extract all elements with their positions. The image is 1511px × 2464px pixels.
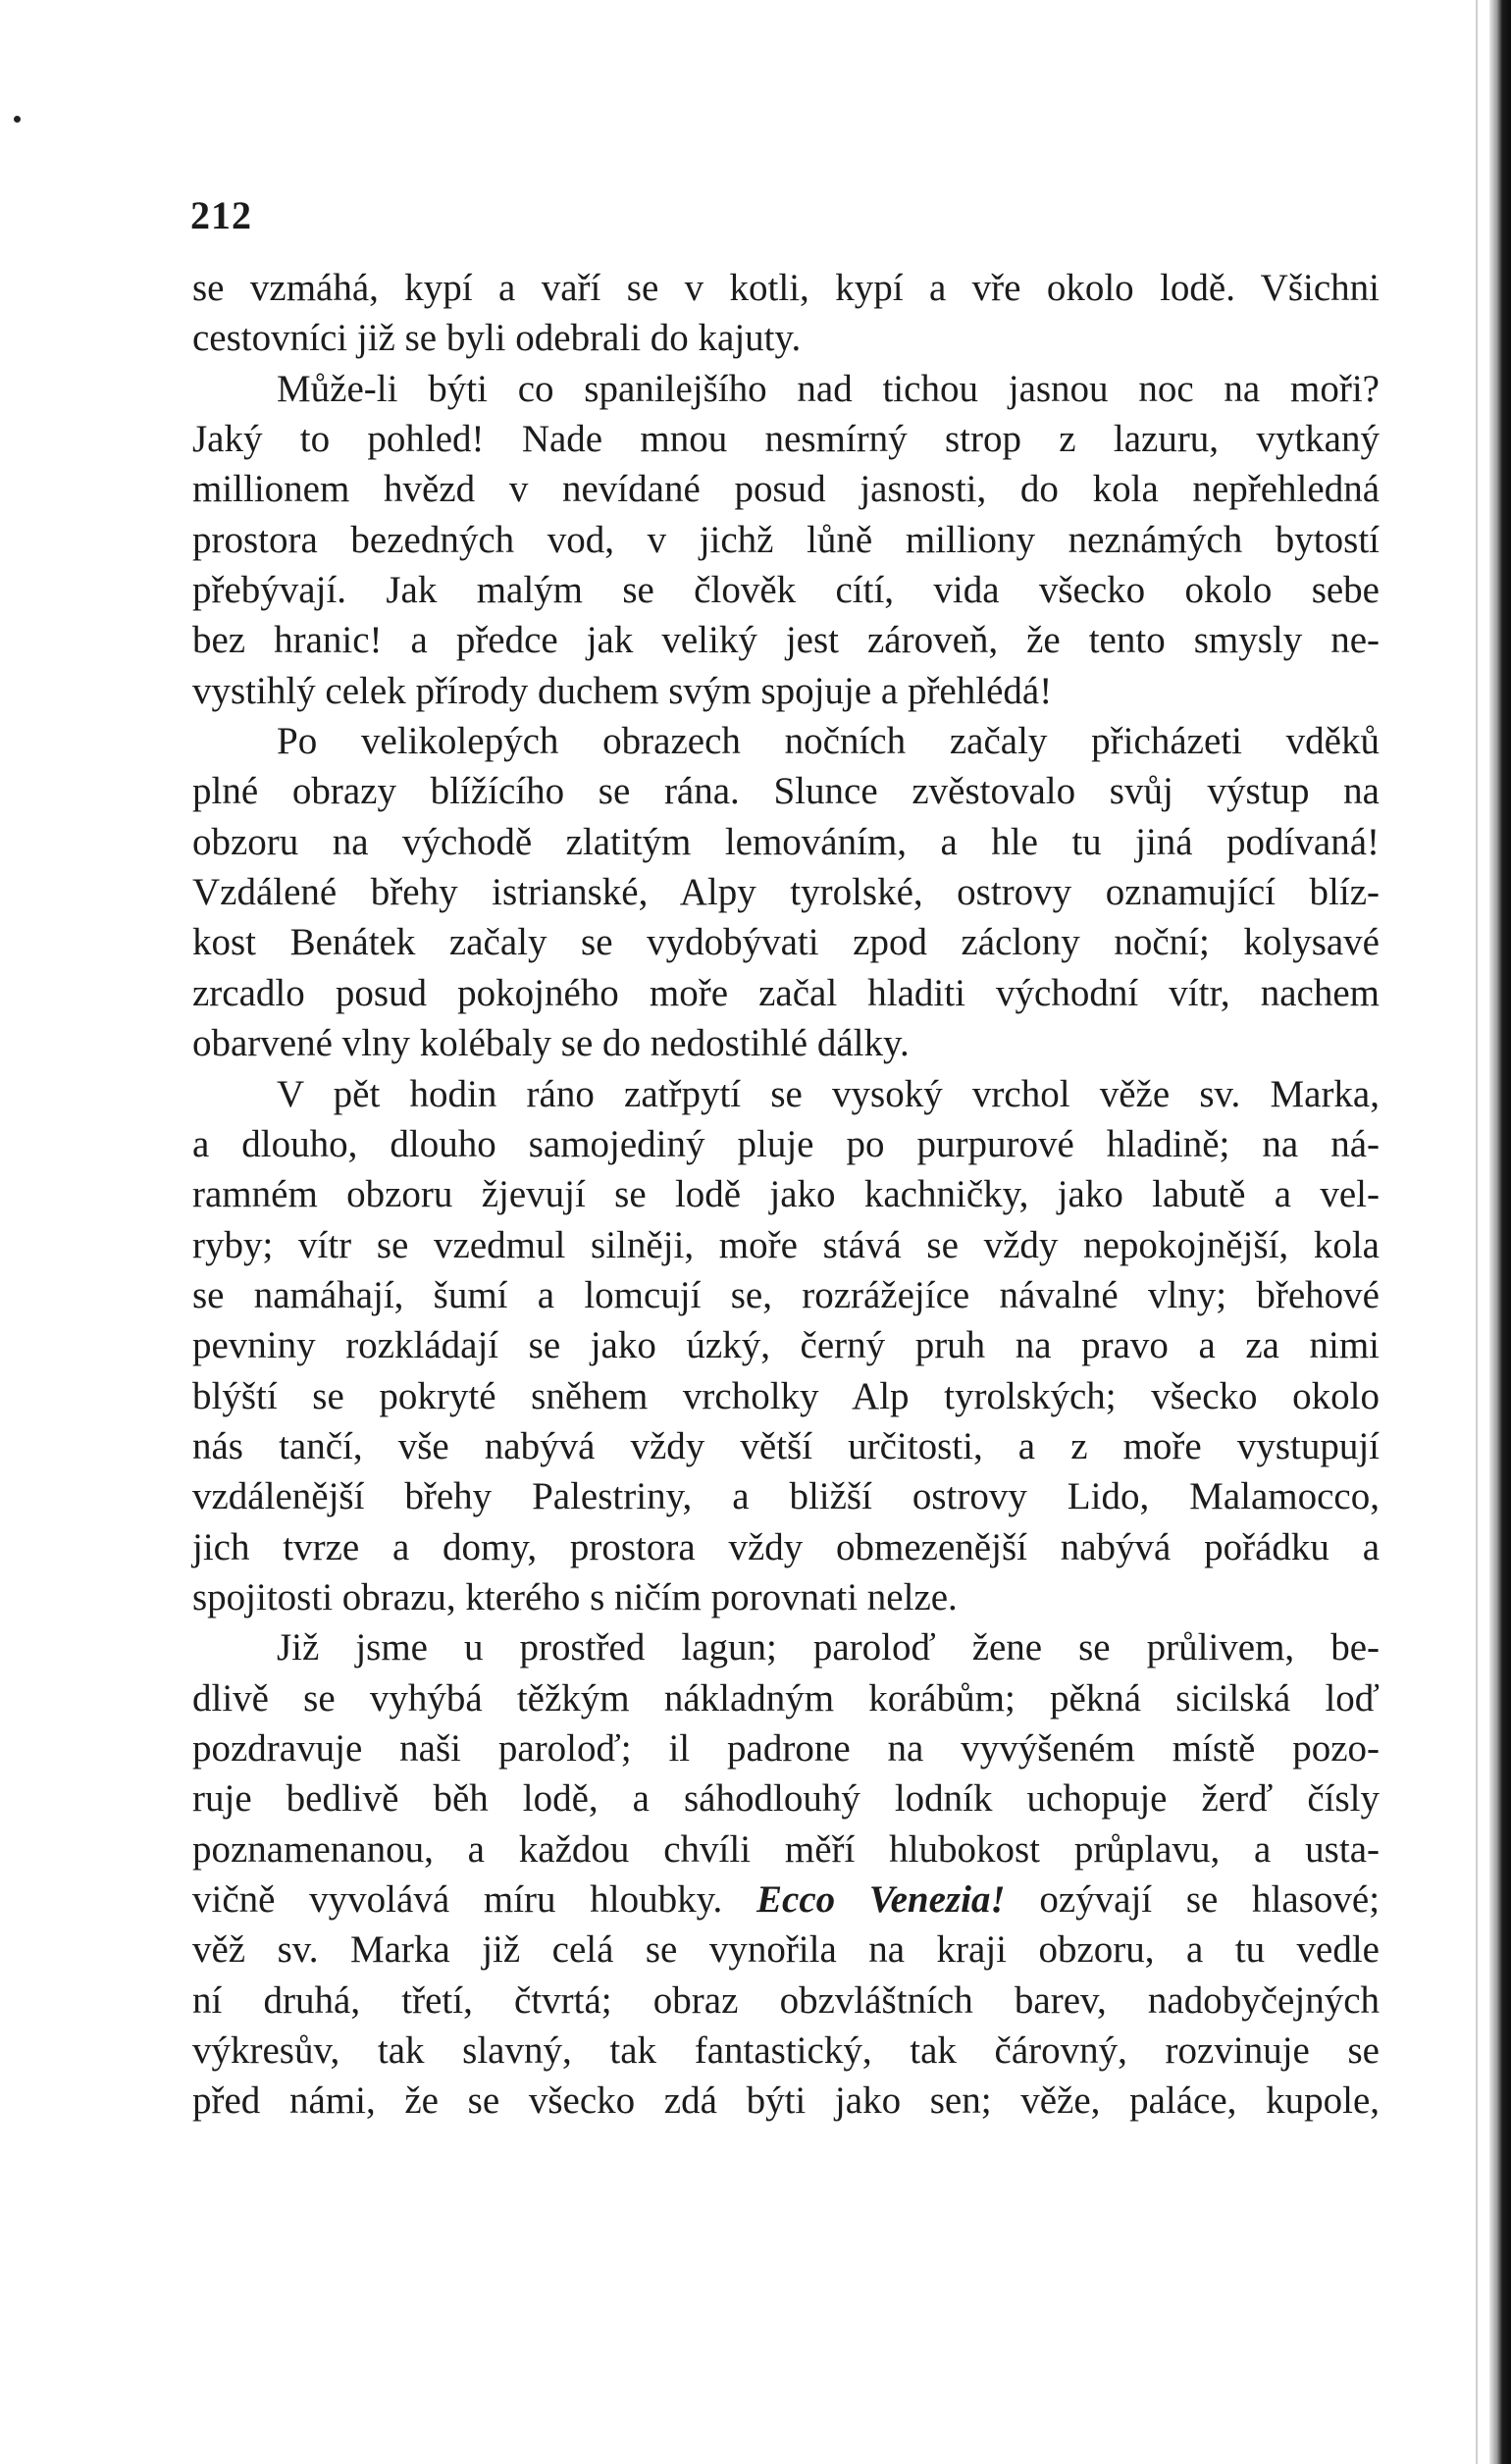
text-line: Vzdálené břehy istrianské, Alpy tyrolské, ostrovy oznamující blíz- xyxy=(192,871,1380,914)
text-line: Může-li býti co spanilejšího nad tichou jasnou noc na moři? xyxy=(277,367,1380,410)
text-line: ramném obzoru žjevují se lodě jako kachničky, jako labutě a vel- xyxy=(192,1173,1380,1216)
text-line: ruje bedlivě běh lodě, a sáhodlouhý lodník uchopuje žerď čísly xyxy=(192,1777,1380,1821)
text-line: kost Benátek začaly se vydobývati zpod záclony noční; kolysavé xyxy=(192,921,1380,964)
text-line: pevniny rozkládají se jako úzký, černý pruh na pravo a za nimi xyxy=(192,1324,1380,1367)
text-line: věž sv. Marka již celá se vynořila na kraji obzoru, a tu vedle xyxy=(192,1928,1380,1972)
scan-edge-shadow xyxy=(1489,0,1511,2464)
text-line: obzoru na východě zlatitým lemováním, a hle tu jiná podívaná! xyxy=(192,820,1380,863)
text-line: a dlouho, dlouho samojediný pluje po purpurové hladině; na ná- xyxy=(192,1122,1380,1165)
text-line: pozdravuje naši paroloď; il padrone na vyvýšeném místě pozo- xyxy=(192,1726,1380,1770)
scan-edge-line xyxy=(1476,0,1478,2464)
text-line: cestovníci již se byli odebrali do kajuty. xyxy=(192,317,802,360)
text-line: poznamenanou, a každou chvíli měří hlubokost průplavu, a usta- xyxy=(192,1827,1380,1871)
text-segment: ozývají se hlasové; xyxy=(1039,1878,1381,1921)
text-line: Jaký to pohled! Nade mnou nesmírný strop z lazuru, vytkaný xyxy=(192,418,1380,461)
text-line: spojitosti obrazu, kterého s ničím porovnati nelze. xyxy=(192,1575,958,1618)
text-line: výkresův, tak slavný, tak fantastický, tak čárovný, rozvinuje se xyxy=(192,2029,1380,2073)
text-line xyxy=(192,1874,1380,1925)
text-line: obarvené vlny kolébaly se do nedostihlé dálky. xyxy=(192,1022,910,1065)
text-line: Již jsme u prostřed lagun; paroloď žene se průlivem, be- xyxy=(277,1626,1380,1669)
text-segment: vičně vyvolává míru hloubky. xyxy=(192,1878,723,1921)
italic-phrase: Ecco Venezia! xyxy=(756,1878,1006,1921)
text-line: blýští se pokryté sněhem vrcholky Alp tyrolských; všecko okolo xyxy=(192,1374,1380,1417)
text-line: vzdálenější břehy Palestriny, a bližší ostrovy Lido, Malamocco, xyxy=(192,1475,1380,1518)
text-line: přebývají. Jak malým se člověk cítí, vida všecko okolo sebe xyxy=(192,569,1380,612)
text-line: jich tvrze a domy, prostora vždy obmezenější nabývá pořádku a xyxy=(192,1525,1380,1568)
text-line: se namáhají, šumí a lomcují se, rozrážejíce návalné vlny; břehové xyxy=(192,1273,1380,1316)
text-line: millionem hvězd v nevídané posud jasnosti, do kola nepřehledná xyxy=(192,468,1380,511)
text-line: V pět hodin ráno zatřpytí se vysoký vrchol věže sv. Marka, xyxy=(277,1072,1380,1115)
text-line: plné obrazy blížícího se rána. Slunce zvěstovalo svůj výstup na xyxy=(192,770,1380,813)
scan-speck xyxy=(14,116,21,123)
text-line: ní druhá, třetí, čtvrtá; obraz obzvláštních barev, nadobyčejných xyxy=(192,1978,1380,2022)
text-line: ryby; vítr se vzedmul silněji, moře stává se vždy nepokojnější, kola xyxy=(192,1223,1380,1266)
text-line: před námi, že se všecko zdá býti jako sen; věže, paláce, kupole, xyxy=(192,2079,1380,2123)
text-line: prostora bezedných vod, v jichž lůně milliony neznámých bytostí xyxy=(192,518,1380,561)
text-line: vystihlý celek přírody duchem svým spojuje a přehlédá! xyxy=(192,669,1053,712)
text-line: Po velikolepých obrazech nočních začaly přicházeti vděků xyxy=(277,720,1380,763)
text-line: zrcadlo posud pokojného moře začal hladiti východní vítr, nachem xyxy=(192,971,1380,1014)
text-line: dlivě se vyhýbá těžkým nákladným korábům; pěkná sicilská loď xyxy=(192,1676,1380,1720)
text-line: nás tančí, vše nabývá vždy větší určitosti, a z moře vystupují xyxy=(192,1424,1380,1467)
page-number: 212 xyxy=(190,193,252,237)
text-line: bez hranic! a předce jak veliký jest zároveň, že tento smysly ne- xyxy=(192,619,1380,662)
text-line: se vzmáhá, kypí a vaří se v kotli, kypí a vře okolo lodě. Všichni xyxy=(192,267,1380,309)
page-text xyxy=(192,263,1380,2127)
